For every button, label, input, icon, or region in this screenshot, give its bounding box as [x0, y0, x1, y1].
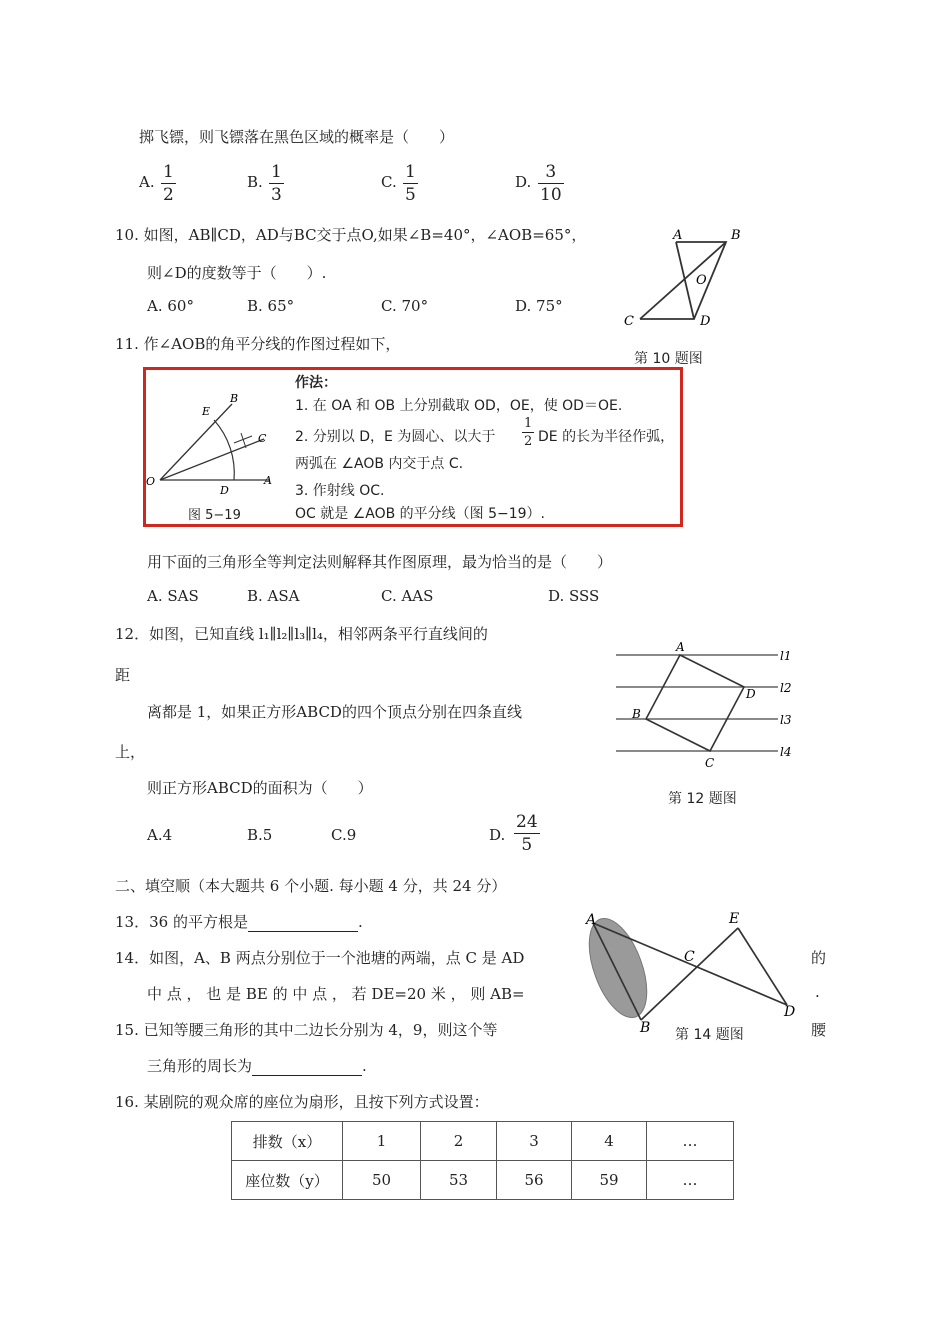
- q11-fig-label-d: D: [220, 484, 229, 497]
- q11-fig-label-e: E: [202, 405, 211, 418]
- q10-label-o: O: [696, 273, 707, 288]
- q11-method-step2c: 两弧在 ∠AOB 内交于点 C.: [295, 456, 464, 472]
- q12-line2: 距: [115, 666, 131, 684]
- q14-label-b: B: [640, 1020, 651, 1036]
- q13-answer-blank[interactable]: [248, 916, 358, 932]
- q12-label-a: A: [676, 640, 685, 654]
- q11-method-step3: 3. 作射线 OC.: [295, 483, 385, 499]
- q10-option-a: A. 60°: [147, 297, 194, 315]
- q9-option-d-label: D.: [515, 173, 532, 191]
- q12-label-l3: l3: [780, 713, 792, 727]
- table-cell: 59: [572, 1161, 647, 1200]
- table-cell: 排数（x）: [232, 1122, 343, 1161]
- table-cell: 1: [343, 1122, 421, 1161]
- q12-option-d-label: D.: [489, 826, 506, 844]
- q12-label-d: D: [746, 687, 756, 701]
- q15-answer-blank[interactable]: [252, 1060, 362, 1076]
- q13-end: .: [357, 913, 363, 931]
- table-cell: 56: [497, 1161, 572, 1200]
- table-row: [232, 1161, 734, 1200]
- q9-option-c-fraction: [403, 162, 418, 205]
- q11-option-b: B. ASA: [247, 587, 300, 605]
- q12-label-c: C: [705, 756, 715, 770]
- q10-label-b: B: [731, 228, 741, 243]
- q12-option-c: C.9: [331, 826, 357, 844]
- numerator: 1: [405, 162, 416, 182]
- table-cell: …: [647, 1122, 734, 1161]
- q12-label-l4: l4: [780, 745, 792, 759]
- q10-label-d: D: [700, 314, 711, 329]
- q12-label-l1: l1: [780, 649, 792, 663]
- q11-stem: 11. 作∠AOB的角平分线的作图过程如下，: [115, 335, 401, 353]
- denominator: 5: [405, 185, 416, 205]
- q10-figure: [618, 222, 758, 337]
- q11-fig-label-o: O: [146, 475, 156, 488]
- table-cell: 座位数（y）: [232, 1161, 343, 1200]
- numerator: 1: [524, 416, 533, 431]
- q10-option-b: B. 65°: [247, 297, 295, 315]
- q12-option-a: A.4: [147, 826, 173, 844]
- q11-figure-caption: 图 5−19: [188, 508, 241, 523]
- denominator: 3: [271, 185, 282, 205]
- table-cell: 53: [421, 1161, 497, 1200]
- table-cell: 4: [572, 1122, 647, 1161]
- q12-line3: 离都是 1，如果正方形ABCD的四个顶点分别在四条直线: [147, 703, 522, 721]
- q11-option-c: C. AAS: [381, 587, 434, 605]
- q13-text: 13．36 的平方根是: [115, 913, 248, 931]
- table-cell: 3: [497, 1122, 572, 1161]
- q14-pond: [578, 911, 658, 1025]
- q14-label-d: D: [784, 1004, 796, 1020]
- q14-label-e: E: [729, 911, 740, 927]
- denominator: 5: [521, 835, 533, 855]
- q13-row: [115, 911, 363, 932]
- denominator: 2: [524, 434, 533, 449]
- q14-label-a: A: [586, 912, 597, 928]
- q14-line2-end: .: [815, 983, 820, 1001]
- q10-line2: 则∠D的度数等于（ ）.: [147, 264, 327, 282]
- q12-label-b: B: [632, 707, 641, 721]
- q9-option-a-fraction: [161, 162, 176, 205]
- denominator: 10: [540, 185, 562, 205]
- q12-line4: 上，: [115, 743, 146, 761]
- q14-line2: 中 点 ， 也 是 BE 的 中 点 ， 若 DE=20 米 ， 则 AB=: [147, 985, 525, 1003]
- q11-method-step1: 1. 在 OA 和 OB 上分别截取 OD，OE，使 OD＝OE.: [295, 398, 623, 414]
- numerator: 3: [545, 162, 557, 182]
- q12-figure-caption: 第 12 题图: [668, 791, 737, 807]
- q11-question: 用下面的三角形全等判定法则解释其作图原理，最为恰当的是（ ）: [147, 553, 613, 571]
- q14-line1: 14．如图，A、B 两点分别位于一个池塘的两端，点 C 是 AD: [115, 949, 525, 967]
- q10-line1: 10. 如图，AB∥CD，AD与BC交于点O,如果∠B=40°，∠AOB=65°，: [115, 226, 587, 244]
- q11-fig-label-c: C: [258, 432, 267, 445]
- table-cell: 50: [343, 1161, 421, 1200]
- q11-fig-label-a: A: [264, 474, 272, 487]
- section2-heading: 二、填空顺（本大题共 6 个小题. 每小题 4 分，共 24 分）: [115, 877, 507, 895]
- q11-method-title: 作法：: [295, 375, 337, 391]
- q11-construction-figure: [146, 388, 286, 498]
- denominator: 2: [163, 185, 174, 205]
- numerator: 1: [163, 162, 174, 182]
- q11-fig-label-b: B: [230, 392, 239, 405]
- q10-label-c: C: [624, 314, 634, 329]
- q15-end: .: [362, 1057, 367, 1075]
- q9-option-d-fraction: [538, 162, 564, 205]
- q15-line1: 15. 已知等腰三角形的其中二边长分别为 4，9，则这个等: [115, 1021, 498, 1039]
- q14-figure-caption: 第 14 题图: [675, 1027, 744, 1043]
- q11-method-step2a: 2. 分别以 D，E 为圆心、以大于: [295, 429, 496, 445]
- table-cell: …: [647, 1161, 734, 1200]
- q12-option-d-fraction: [514, 812, 540, 855]
- q16-seat-table: [231, 1121, 734, 1200]
- q11-method-half-fraction: [522, 416, 534, 449]
- numerator: 1: [271, 162, 282, 182]
- q9-option-b-label: B.: [247, 173, 263, 191]
- q9-option-a-label: A.: [139, 173, 155, 191]
- q9-option-b-fraction: [269, 162, 284, 205]
- q11-method-step4: OC 就是 ∠AOB 的平分线（图 5−19）.: [295, 506, 546, 522]
- q14-label-c: C: [684, 949, 695, 965]
- q10-figure-caption: 第 10 题图: [634, 351, 703, 367]
- q12-option-b: B.5: [247, 826, 273, 844]
- q16-stem: 16. 某剧院的观众席的座位为扇形，且按下列方式设置：: [115, 1093, 489, 1111]
- q14-line1-end: 的: [811, 949, 827, 967]
- table-cell: 2: [421, 1122, 497, 1161]
- numerator: 24: [516, 812, 538, 832]
- table-row: [232, 1122, 734, 1161]
- q9-stem: 掷飞镖，则飞镖落在黑色区域的概率是（ ）: [139, 128, 455, 146]
- q11-option-d: D. SSS: [548, 587, 600, 605]
- q12-label-l2: l2: [780, 681, 792, 695]
- q11-method-step2b: DE 的长为半径作弧，: [538, 429, 675, 445]
- q11-option-a: A. SAS: [147, 587, 199, 605]
- q10-label-a: A: [673, 228, 683, 243]
- q12-line5: 则正方形ABCD的面积为（ ）: [147, 779, 373, 797]
- q14-figure: [578, 908, 808, 1038]
- q15-row2: [147, 1055, 367, 1076]
- q15-line1-end: 腰: [811, 1021, 827, 1039]
- q12-figure: [610, 640, 800, 770]
- q10-option-d: D. 75°: [515, 297, 563, 315]
- q12-line1: 12．如图，已知直线 l₁∥l₂∥l₃∥l₄，相邻两条平行直线间的: [115, 625, 488, 643]
- q10-option-c: C. 70°: [381, 297, 429, 315]
- q15-line2: 三角形的周长为: [147, 1057, 253, 1075]
- q9-option-c-label: C.: [381, 173, 397, 191]
